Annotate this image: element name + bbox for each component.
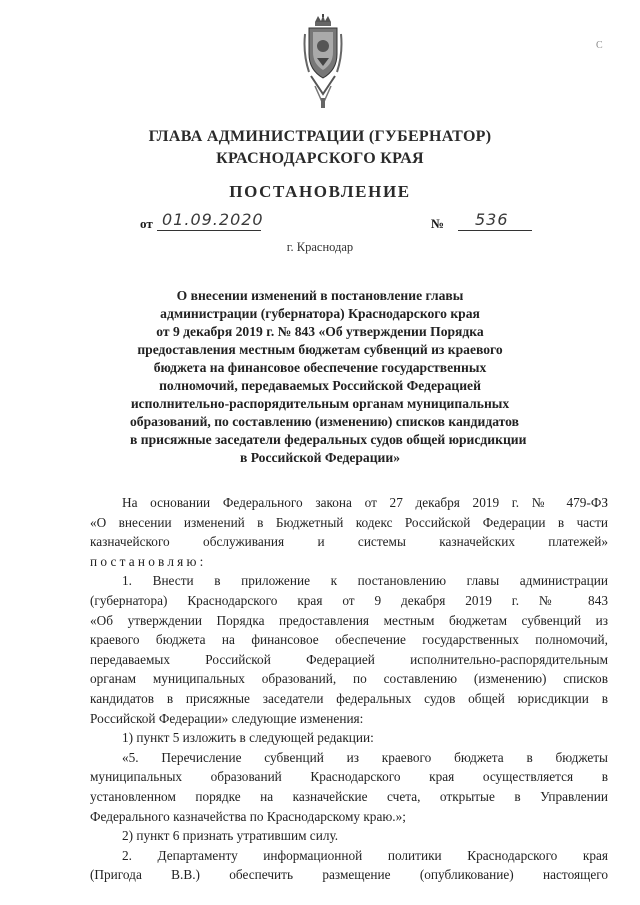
number-value: 536 [475, 210, 509, 229]
date-value: 01.09.2020 [162, 210, 264, 229]
title-line: предоставления местным бюджетам субвенций из краевого [137, 342, 503, 357]
body-line: (Пригода В.В.) обеспечить размещение (опубликование) настоящего [90, 867, 608, 883]
body-line: 2. Департаменту информационной политики Краснодарского края [122, 847, 608, 863]
authority-title: ГЛАВА АДМИНИСТРАЦИИ (ГУБЕРНАТОР) [148, 128, 492, 145]
title-line: в присяжные заседатели федеральных судов общей юрисдикции [130, 432, 527, 447]
coat-of-arms-icon [303, 14, 343, 110]
resolution-body [90, 493, 608, 885]
resolution-title [130, 287, 527, 467]
body-line: «Об утверждении Порядка предоставления местным бюджетам субвенций из [90, 612, 608, 628]
body-line: постановляю: [90, 553, 207, 569]
body-line: (губернатора) Краснодарского края от 9 декабря 2019 г. № 843 [90, 592, 608, 608]
body-line: «О внесении изменений в Бюджетный кодекс Российской Федерации в части [90, 514, 608, 530]
title-line: в Российской Федерации» [239, 450, 401, 465]
body-line: казначейского обслуживания и системы казначейских платежей» [90, 534, 608, 550]
date-underline [157, 230, 261, 231]
city: г. Краснодар [286, 240, 354, 254]
title-line: полномочий, передаваемых Российской Федерацией [159, 378, 481, 393]
body-line: установленном порядке на казначейские счета, открытые в Управлении [90, 788, 608, 804]
body-line: краевого бюджета на финансовое обеспечение государственных полномочий, [90, 632, 608, 648]
body-line: передаваемых Российской Федерацией исполнительно-распорядительным [90, 651, 608, 667]
body-line: органам муниципальных образований, по составлению (изменению) списков [90, 671, 608, 687]
number-underline [458, 230, 532, 231]
number-label: № [431, 216, 445, 231]
authority-region: КРАСНОДАРСКОГО КРАЯ [216, 150, 424, 167]
title-line: О внесении изменений в постановление главы [176, 288, 464, 303]
body-line: Федерального казначейства по Краснодарскому краю.»; [90, 808, 406, 824]
body-line: 1) пункт 5 изложить в следующей редакции: [122, 730, 374, 746]
title-line: администрации (губернатора) Краснодарского края [160, 306, 480, 321]
title-line: от 9 декабря 2019 г. № 843 «Об утверждении Порядка [156, 324, 484, 339]
title-line: бюджета на финансовое обеспечение государственных [153, 360, 487, 375]
title-line: образований, по составлению (изменению) списков кандидатов [130, 414, 519, 429]
body-line: муниципальных образований Краснодарского края осуществляется в [90, 769, 608, 785]
date-label: от [140, 216, 153, 231]
body-line: кандидатов в присяжные заседатели федеральных судов общей юрисдикции в [90, 690, 608, 706]
body-line: «5. Перечисление субвенций из краевого бюджета в бюджеты [122, 749, 608, 765]
body-line: 2) пункт 6 признать утратившим силу. [122, 828, 339, 844]
body-line: Российской Федерации» следующие изменения: [90, 710, 364, 726]
body-line: На основании Федерального закона от 27 декабря 2019 г. № 479-ФЗ [122, 495, 608, 510]
body-line: 1. Внести в приложение к постановлению главы администрации [122, 573, 608, 589]
corner-mark: C [596, 40, 603, 51]
title-line: исполнительно-распорядительным органам муниципальных [130, 396, 510, 411]
date-number-row [140, 212, 540, 236]
document-type: ПОСТАНОВЛЕНИЕ [229, 182, 411, 201]
